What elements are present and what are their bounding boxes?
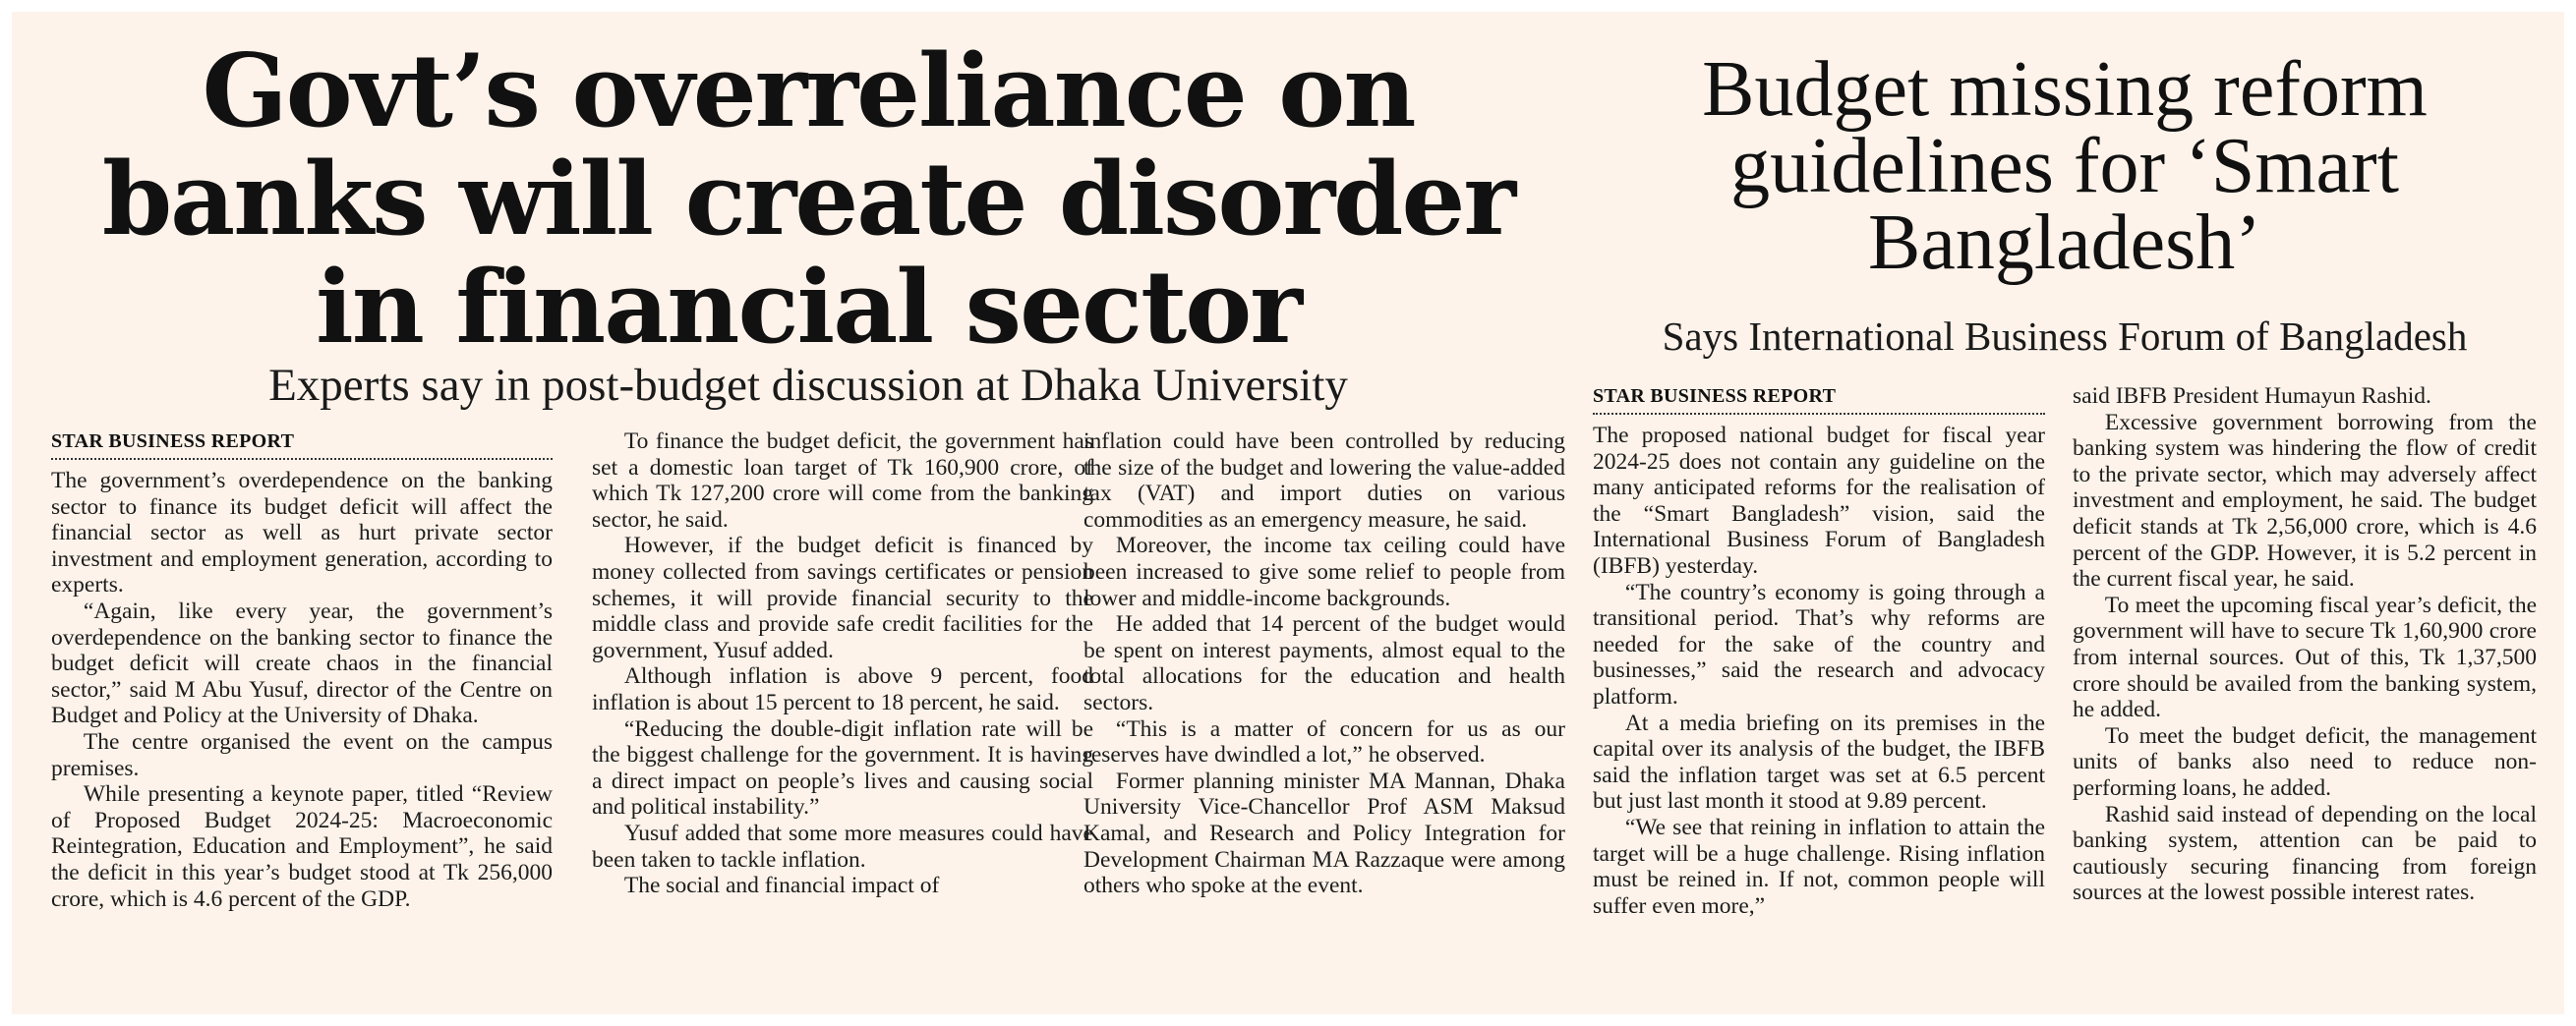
paragraph: The government’s overdependence on the banking sector to finance its budget deficit will affect the financial sector as well as hurt private sector investment and employment generation, according to experts. [51,468,553,598]
paragraph: To meet the upcoming fiscal year’s deficit, the government will have to secure Tk 1,60,900 crore from internal sources. Out of this, Tk 1,37,500 crore should be availed from the banking system, he added. [2073,592,2537,723]
headline-line: Bangladesh’ [1868,200,2261,286]
headline-line: Budget missing reform [1702,46,2428,133]
paragraph: At a media briefing on its premises in the capital over its analysis of the budget, the IBFB said the inflation target was set at 6.5 percent but just last month it stood at 9.89 percent. [1593,710,2045,815]
headline [51,32,1565,367]
text-column-2 [592,428,1093,1014]
paragraph: “Reducing the double-digit inflation rate will be the biggest challenge for the government. It is having a direct impact on people’s lives and causing social and political instability.” [592,715,1093,821]
subheadline: Says International Business Forum of Bangladesh [1662,314,2468,359]
headline-line: Govt’s overreliance on [202,32,1415,150]
paragraph: The proposed national budget for fiscal year 2024-25 does not contain any guideline on the many anticipated reforms for the realisation of the “Smart Bangladesh” vision, said the International Business Forum of Bangladesh (IBFB) yesterday. [1593,423,2045,579]
paragraph: Moreover, the income tax ceiling could have been increased to give some relief to people from lower and middle-income backgrounds. [1083,533,1565,611]
paragraph: While presenting a keynote paper, titled “Review of Proposed Budget 2024-25: Macroeconomic Reintegration, Education and Employment”, he said the deficit in this year’s budget stood at Tk 256,000 crore, which is 4.6 percent of the GDP. [51,781,553,912]
paragraph: To meet the budget deficit, the management units of banks also need to reduce non-performing loans, he added. [2073,722,2537,801]
byline: STAR BUSINESS REPORT [51,428,553,460]
paragraph: “The country’s economy is going through a transitional period. That’s why reforms are needed for the sake of the country and businesses,” said the research and advocacy platform. [1593,579,2045,710]
paragraph: Although inflation is above 9 percent, food inflation is about 15 percent to 18 percent, he said. [592,663,1093,715]
paragraph: “We see that reining in inflation to attain the target will be a huge challenge. Rising inflation must be reined in. If not, common people will suffer even more,” [1593,814,2045,919]
paragraph: Former planning minister MA Mannan, Dhaka University Vice-Chancellor Prof ASM Maksud Kamal, and Research and Policy Integration for Development Chairman MA Razzaque were among others who spoke at the event. [1083,768,1565,899]
text-column-2 [2073,383,2537,1012]
text-column-1 [1593,383,2045,1012]
headline-line: banks will create disorder [101,141,1515,258]
byline: STAR BUSINESS REPORT [1593,383,2045,415]
headline-line: guidelines for ‘Smart [1730,123,2399,209]
subheadline: Experts say in post-budget discussion at Dhaka University [268,360,1348,411]
paragraph: Rashid said instead of depending on the local banking system, attention can be paid to cautiously securing financing from foreign sources at the lowest possible interest rates. [2073,801,2537,906]
paragraph: inflation could have been controlled by reducing the size of the budget and lowering the value-added tax (VAT) and import duties on various commodities as an emergency measure, he said. [1083,428,1565,533]
paragraph: Excessive government borrowing from the banking system was hindering the flow of credit to the private sector, which may adversely affect investment and employment, he said. The budget deficit stands at Tk 2,56,000 crore, which is 4.6 percent of the GDP. However, it is 5.2 percent in the current fiscal year, he said. [2073,409,2537,593]
text-column-1 [51,428,553,1014]
headline-line: in financial sector [316,249,1301,367]
paragraph: However, if the budget deficit is financed by money collected from savings certificates or pension schemes, it will provide financial security to the middle class and provide safe credit facilities for the government, Yusuf added. [592,533,1093,663]
newspaper-page [12,12,2564,1014]
text-column-3 [1083,428,1565,1014]
paragraph: Yusuf added that some more measures could have been taken to tackle inflation. [592,820,1093,873]
paragraph: said IBFB President Humayun Rashid. [2073,383,2431,409]
paragraph: “Again, like every year, the government’s overdependence on the banking sector to finance the budget deficit will create chaos in the financial sector,” said M Abu Yusuf, director of the Centre on Budget and Policy at the University of Dhaka. [51,598,553,729]
paragraph: To finance the budget deficit, the government has set a domestic loan target of Tk 160,900 crore, of which Tk 127,200 crore will come from the banking sector, he said. [592,428,1093,533]
paragraph: The social and financial impact of [623,873,940,899]
headline [1593,46,2537,286]
paragraph: He added that 14 percent of the budget would be spent on interest payments, almost equal to the total allocations for the education and health sectors. [1083,611,1565,715]
paragraph: The centre organised the event on the campus premises. [51,728,553,781]
paragraph: “This is a matter of concern for us as our reserves have dwindled a lot,” he observed. [1083,715,1565,769]
